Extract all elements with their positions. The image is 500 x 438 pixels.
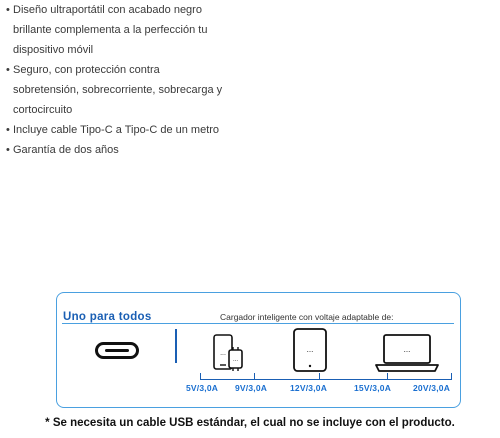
voltage-label: 9V/3,0A [235,383,268,393]
box-subtitle: Cargador inteligente con voltaje adaptable de: [220,312,394,322]
feature-line: Diseño ultraportátil con acabado negro [13,4,202,16]
watch-dots: ... [232,357,239,363]
phone-and-watch-icon [214,335,242,371]
bullet-dot: • [6,144,10,156]
voltage-tick [254,373,255,380]
feature-line: Garantía de dos años [13,144,119,156]
voltage-tick [451,373,452,380]
feature-line: dispositivo móvil [13,44,94,56]
feature-item [6,120,246,140]
footnote: * Se necesita un cable USB estándar, el cual no se incluye con el producto. [45,417,455,429]
tablet-dots: ... [306,345,314,354]
tablet-icon [294,329,326,371]
voltage-label: 15V/3,0A [354,383,392,393]
voltage-label: 12V/3,0A [290,383,328,393]
feature-item [6,60,246,120]
feature-item [6,0,246,60]
laptop-dots: ... [403,345,411,354]
feature-line: sobretensión, sobrecorriente, sobrecarga y [13,84,223,96]
voltage-tick [319,373,320,380]
feature-list [6,0,246,160]
voltage-label: 20V/3,0A [413,383,451,393]
feature-line: Incluye cable Tipo-C a Tipo-C de un metro [13,124,220,136]
compatibility-box [56,292,461,408]
phone-dots: ... [220,350,226,357]
laptop-icon [376,335,438,371]
bullet-dot: • [6,4,10,16]
voltage-scale-line [200,379,452,380]
feature-line: cortocircuito [13,104,73,116]
bullet-dot: • [6,124,10,136]
voltage-tick [200,373,201,380]
voltage-label: 5V/3,0A [186,383,219,393]
feature-line: Seguro, con protección contra [13,64,160,76]
voltage-tick [387,373,388,380]
box-title: Uno para todos [63,311,152,323]
bullet-dot: • [6,64,10,76]
feature-item [6,140,246,160]
feature-line: brillante complementa a la perfección tu [13,24,208,36]
